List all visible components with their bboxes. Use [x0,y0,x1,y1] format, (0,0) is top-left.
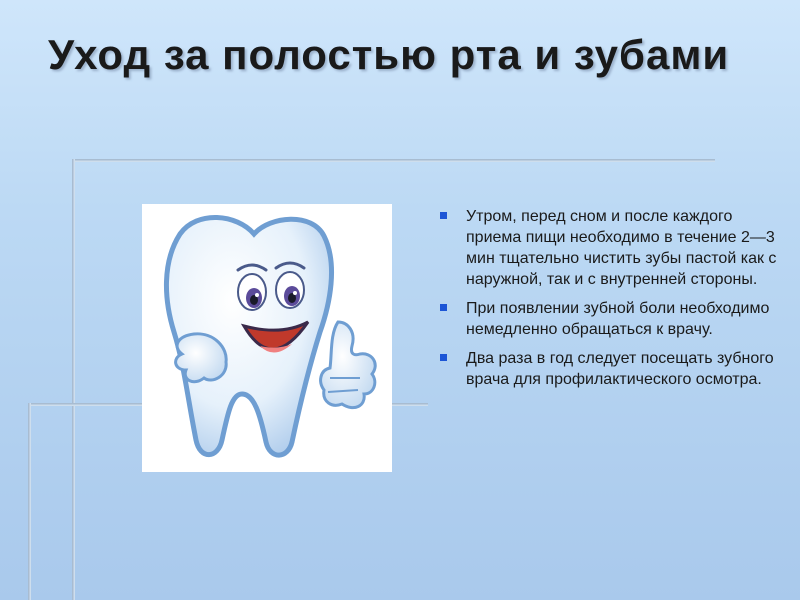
decorative-line-left-lower [28,403,31,600]
square-bullet-icon [440,354,447,361]
slide-title: Уход за полостью рта и зубами [48,31,730,78]
bullet-item [440,348,780,390]
bullet-text: Два раза в год следует посещать зубного врача для профилактического осмотра. [466,350,774,388]
tooth-picture [142,204,392,472]
bullet-text: Утром, перед сном и после каждого приема пищи необходимо в течение 2—3 мин тщательно чистить зубы пастой как с наружной, так и с внутренней стороны. [466,208,777,288]
decorative-line-top [75,159,715,162]
bullet-item [440,298,780,340]
bullet-text: При появлении зубной боли необходимо немедленно обращаться к врачу. [466,300,770,338]
smiling-tooth-icon [142,204,392,472]
square-bullet-icon [440,304,447,311]
bullet-list [440,206,780,398]
square-bullet-icon [440,212,447,219]
decorative-line-left [72,159,75,600]
bullet-item [440,206,780,290]
